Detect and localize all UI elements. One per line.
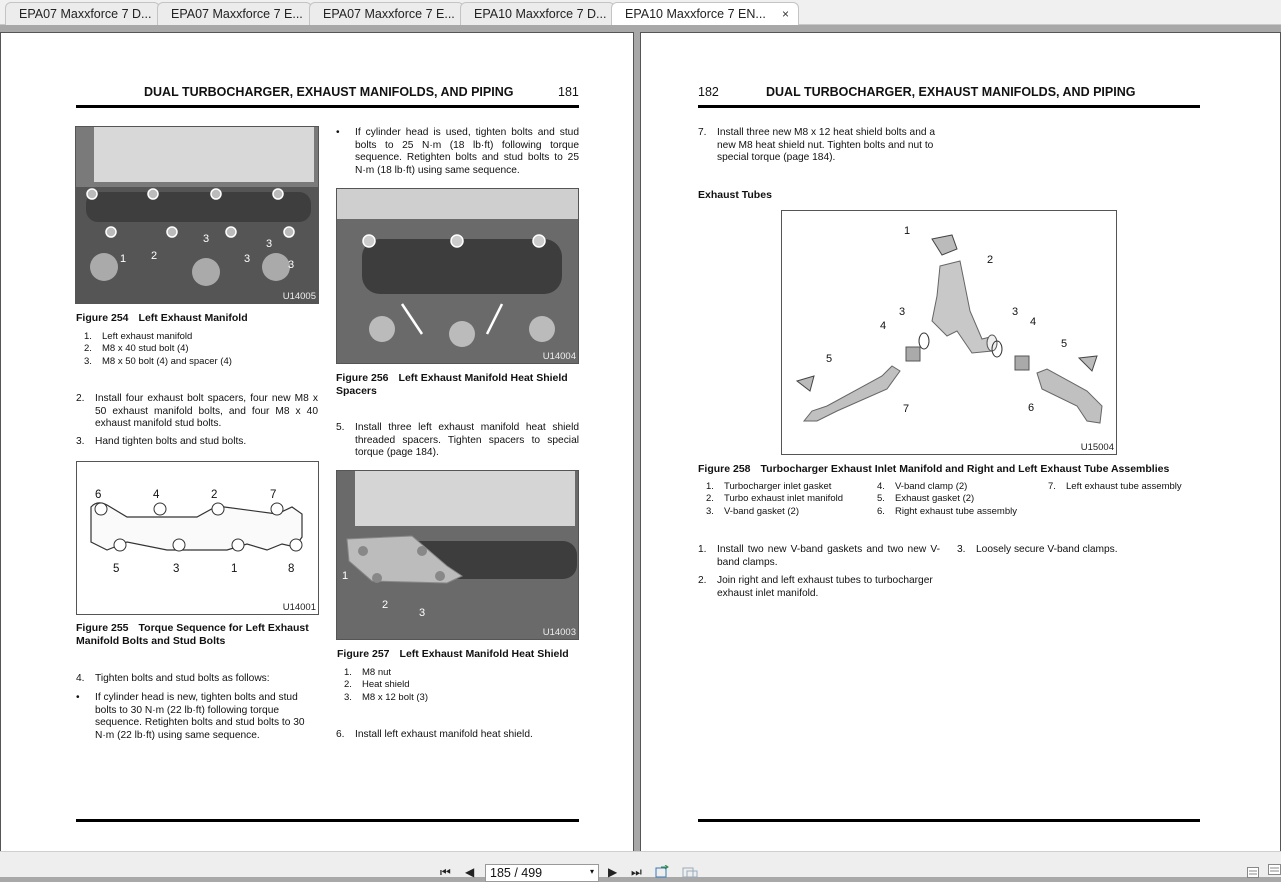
figure-254-caption: Figure 254 Left Exhaust Manifold: [76, 312, 248, 324]
legend-item: 2. Heat shield: [344, 679, 410, 691]
exhaust-manifold-photo: [76, 127, 319, 304]
first-page-icon[interactable]: ⏮: [440, 865, 451, 879]
figure-code: U14001: [282, 602, 316, 613]
svg-text:4: 4: [153, 489, 160, 501]
exhaust-step-1: 1. Install two new V-band gaskets and two new V-band clamps.: [698, 544, 940, 568]
heat-shield-spacers-photo: [337, 189, 579, 364]
step-4: 4. Tighten bolts and stud bolts as follows:: [76, 673, 270, 684]
next-page-icon[interactable]: ▶: [608, 865, 618, 879]
legend-item: 3. V-band gasket (2): [706, 505, 799, 517]
page-182: [640, 32, 1281, 853]
step-6: 6. Install left exhaust manifold heat shield.: [336, 729, 533, 740]
figure-258-caption: Figure 258 Turbocharger Exhaust Inlet Manifold and Right and Left Exhaust Tube Assemblies: [698, 463, 1170, 475]
page-number: 181: [558, 85, 579, 99]
tab-label: EPA07 Maxxforce 7 E...: [171, 7, 303, 21]
go-forward-view-icon[interactable]: [682, 865, 698, 878]
chevron-down-icon[interactable]: ▾: [589, 867, 594, 876]
page-number-field[interactable]: [485, 864, 599, 882]
svg-text:4: 4: [1030, 316, 1037, 328]
tab-label: EPA10 Maxxforce 7 D...: [474, 7, 607, 21]
svg-text:6: 6: [95, 489, 102, 501]
figure-256-caption: Figure 256 Left Exhaust Manifold Heat Shield Spacers: [336, 372, 568, 397]
tab-label: EPA07 Maxxforce 7 D...: [19, 7, 152, 21]
figure-256-image: [336, 188, 579, 364]
svg-text:3: 3: [899, 306, 906, 318]
tab-epa10-d[interactable]: [460, 2, 615, 25]
legend-item: 3. M8 x 12 bolt (3): [344, 691, 428, 703]
footer-rule: [76, 819, 579, 822]
figure-258-legend-col1: [706, 481, 876, 518]
figure-254-legend: [84, 331, 324, 368]
bullet-used-head: • If cylinder head is used, tighten bolts and stud bolts to 25 N·m (18 lb·ft) following torque sequence. Retighten bolts and stud bolts to 25 N·m (18 lb·ft) using same sequence.: [336, 127, 579, 176]
figure-258-legend-col3: [1048, 481, 1228, 493]
legend-item: 3. M8 x 50 bolt (4) and spacer (4): [84, 355, 232, 367]
figure-258-image: [781, 210, 1117, 455]
figure-code: U15004: [1080, 442, 1114, 453]
section-heading-exhaust-tubes: Exhaust Tubes: [698, 189, 772, 201]
svg-text:5: 5: [113, 563, 120, 575]
heat-shield-photo: [337, 471, 579, 640]
document-tab-bar: [0, 0, 1281, 25]
legend-item: 2. M8 x 40 stud bolt (4): [84, 343, 189, 355]
svg-text:3: 3: [173, 563, 180, 575]
close-tab-icon[interactable]: ×: [781, 7, 789, 21]
tab-epa07-d-1[interactable]: [5, 2, 160, 25]
legend-item: 1. M8 nut: [344, 667, 392, 678]
legend-item: 1. Turbocharger inlet gasket: [706, 481, 832, 492]
legend-item: 1. Left exhaust manifold: [84, 331, 193, 342]
svg-text:3: 3: [203, 233, 210, 245]
exhaust-tube-assembly-diagram: [782, 211, 1117, 455]
svg-text:7: 7: [903, 403, 910, 415]
page-header-title: DUAL TURBOCHARGER, EXHAUST MANIFOLDS, AND PIPING: [766, 85, 1136, 99]
page-number-value: 185 / 499: [490, 866, 543, 880]
legend-item: 2. Turbo exhaust inlet manifold: [706, 493, 843, 505]
svg-text:3: 3: [419, 607, 426, 619]
svg-text:1: 1: [342, 570, 349, 582]
svg-text:3: 3: [266, 238, 273, 250]
svg-text:4: 4: [880, 320, 887, 332]
svg-text:1: 1: [904, 225, 911, 237]
figure-code: U14005: [282, 291, 316, 302]
svg-text:3: 3: [1012, 306, 1019, 318]
figure-254-image: [75, 126, 319, 304]
tab-label: EPA07 Maxxforce 7 E...: [323, 7, 455, 21]
svg-text:6: 6: [1028, 402, 1035, 414]
svg-text:8: 8: [288, 563, 295, 575]
page-number: 182: [698, 85, 719, 99]
figure-code: U14004: [542, 351, 576, 362]
svg-text:3: 3: [288, 259, 295, 271]
exhaust-step-2: 2. Join right and left exhaust tubes to turbocharger exhaust inlet manifold.: [698, 575, 933, 599]
document-viewer[interactable]: [0, 25, 1281, 851]
exhaust-step-3: 3. Loosely secure V-band clamps.: [957, 544, 1118, 555]
step-5: 5. Install three left exhaust manifold heat shield threaded spacers. Tighten spacers to special torque (page 184).: [336, 422, 579, 458]
figure-257-caption: Figure 257 Left Exhaust Manifold Heat Shield: [337, 648, 569, 660]
figure-257-legend: [344, 667, 584, 704]
continuous-view-icon[interactable]: [1268, 864, 1281, 875]
page-navigation-bar: [0, 851, 1281, 880]
tab-epa07-e-2[interactable]: [309, 2, 464, 25]
tab-epa10-en-active[interactable]: [611, 2, 799, 26]
step-7: 7. Install three new M8 x 12 heat shield bolts and a new M8 heat shield nut. Tighten bolts and nut to special torque (page 184).: [698, 127, 936, 163]
svg-text:5: 5: [1061, 338, 1068, 350]
tab-label: EPA10 Maxxforce 7 EN...: [625, 7, 766, 21]
figure-258-legend-col2: [877, 481, 1047, 518]
header-rule: [76, 105, 579, 108]
figure-255-image: [76, 461, 319, 615]
step-2: 2. Install four exhaust bolt spacers, four new M8 x 50 exhaust manifold bolts, and four M8 x 40 exhaust manifold stud bolts.: [76, 393, 318, 429]
figure-code: U14003: [542, 627, 576, 638]
svg-text:2: 2: [151, 250, 158, 262]
footer-rule: [698, 819, 1200, 822]
tab-epa07-e-1[interactable]: [157, 2, 312, 25]
svg-text:2: 2: [211, 489, 218, 501]
figure-255-caption: Figure 255 Torque Sequence for Left Exhaust Manifold Bolts and Stud Bolts: [76, 622, 309, 647]
svg-text:1: 1: [120, 253, 127, 265]
page-header-title: DUAL TURBOCHARGER, EXHAUST MANIFOLDS, AND PIPING: [144, 85, 514, 99]
header-rule: [698, 105, 1200, 108]
svg-text:3: 3: [244, 253, 251, 265]
page-181: [0, 32, 634, 853]
legend-item: 7. Left exhaust tube assembly: [1048, 481, 1182, 492]
step-3: 3. Hand tighten bolts and stud bolts.: [76, 436, 247, 447]
legend-item: 4. V-band clamp (2): [877, 481, 968, 492]
figure-257-image: [336, 470, 579, 640]
go-back-view-icon[interactable]: [655, 865, 671, 878]
legend-item: 5. Exhaust gasket (2): [877, 493, 975, 505]
torque-sequence-diagram: [77, 462, 319, 615]
svg-text:7: 7: [270, 489, 277, 501]
svg-text:2: 2: [382, 599, 389, 611]
svg-text:1: 1: [231, 563, 238, 575]
last-page-icon[interactable]: ⏭: [631, 865, 642, 879]
svg-text:2: 2: [987, 254, 994, 266]
bullet-new-head: • If cylinder head is new, tighten bolts and stud bolts to 30 N·m (22 lb·ft) following torque sequence. Retighten bolts and stud bolts to 30 N·m (22 lb·ft) using same sequence.: [76, 692, 305, 741]
prev-page-icon[interactable]: ◀: [465, 865, 475, 879]
single-page-view-icon[interactable]: [1247, 867, 1259, 878]
legend-item: 6. Right exhaust tube assembly: [877, 505, 1017, 517]
svg-text:5: 5: [826, 353, 833, 365]
